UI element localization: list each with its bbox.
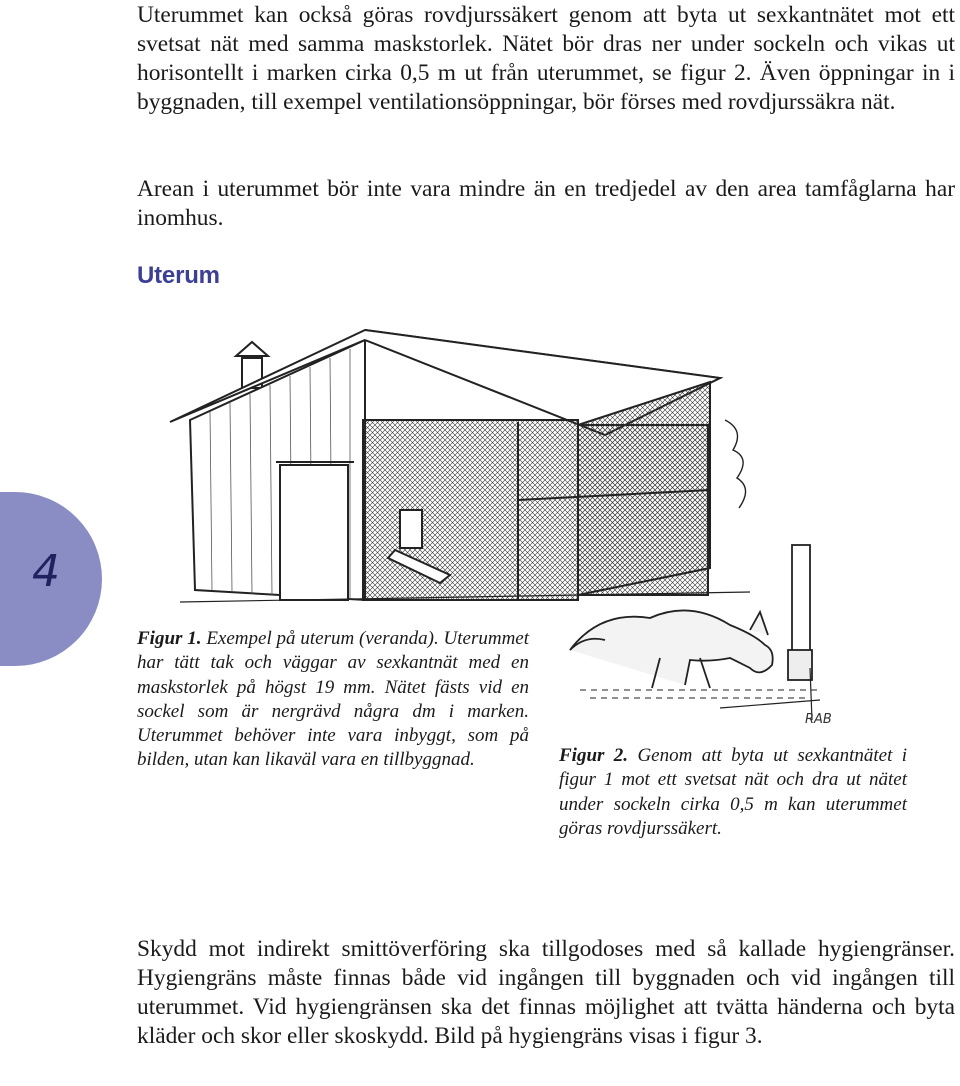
chapter-tab-number: 4	[32, 546, 60, 597]
figure-2-caption	[559, 744, 907, 841]
figure-2-illustration	[560, 540, 860, 735]
section-heading: Uterum	[137, 262, 220, 289]
figure-1-caption	[137, 627, 529, 773]
figure-2-caption-text: Genom att byta ut sexkantnätet i figur 1 mot ett svetsat nät och dra ut nätet under sockeln cirka 0,5 m kan uterummet göras rovdjurssäkert.	[559, 745, 908, 839]
figure-1-caption-text: Exempel på uterum (veranda). Uterummet har tätt tak och väggar av sexkantnät med en maskstorlek på högst 19 mm. Nätet fästs vid en sockel som är nergrävd några dm i marken. Uterummet behöver inte vara inbyggt, som på bilden, utan kan likaväl vara en tillbyggnad.	[137, 628, 529, 771]
paragraph-area: Arean i uterummet bör inte vara mindre än en tredjedel av den area tamfåglarna har inomhus.	[137, 176, 955, 231]
figure-1-label: Figur 1.	[137, 628, 202, 649]
paragraph-rovdjurssakert: Uterummet kan också göras rovdjurssäkert genom att byta ut sexkantnätet mot ett svetsat nät med samma maskstorlek. Nätet bör dras ner under sockeln och vikas ut horisontellt i marken cirka 0,5 m ut från uterummet, se figur 2. Även öppningar in i byggnaden, till exempel ventilationsöppningar, bör förses med rovdjurssäkra nät.	[137, 2, 955, 115]
illustrator-signature: RAB	[805, 712, 832, 727]
paragraph-hygiengranser: Skydd mot indirekt smittöverföring ska tillgodoses med så kallade hygiengränser. Hygiengräns måste finnas både vid ingången till byggnaden och vid ingången till uterummet. Vid hygiengränsen ska det finnas möjlighet att tvätta händerna och byta kläder och skor eller skoskydd. Bild på hygiengräns visas i figur 3.	[137, 936, 955, 1049]
figure-2-label: Figur 2.	[559, 745, 629, 766]
